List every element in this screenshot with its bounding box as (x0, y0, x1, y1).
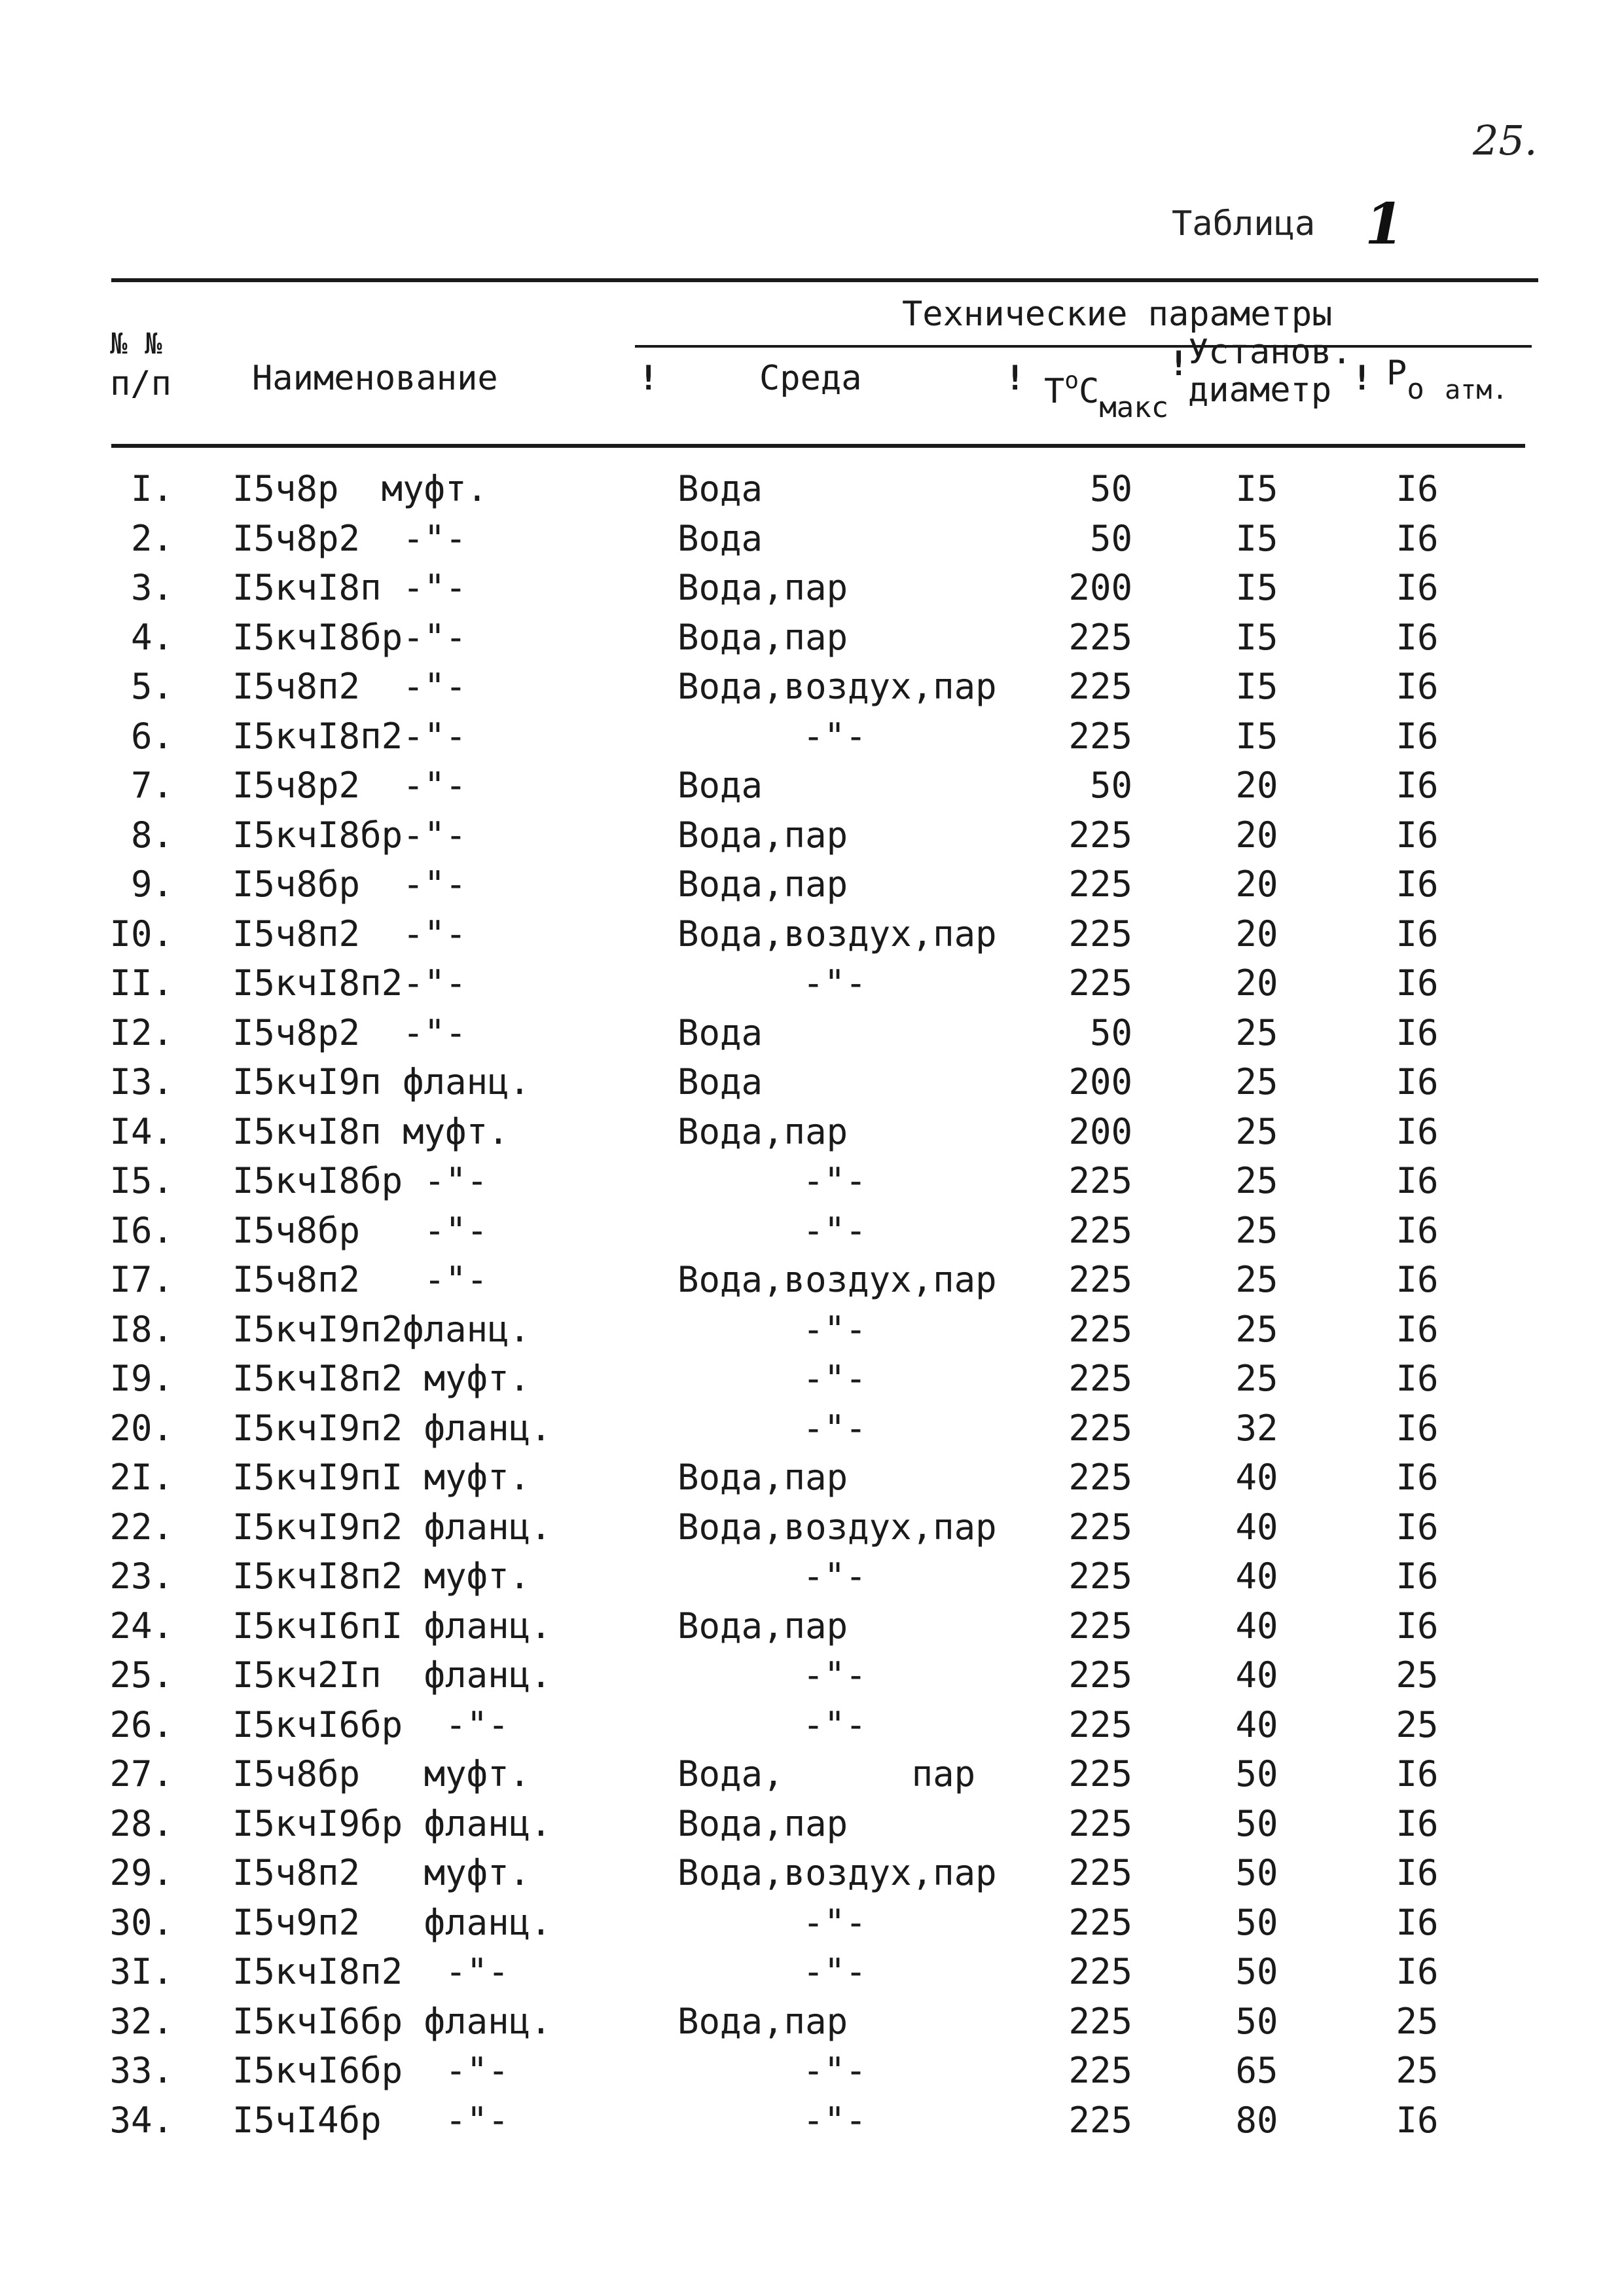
row-max-temperature: 225 (1068, 2050, 1132, 2091)
row-medium: Вода,воздух,пар (677, 1259, 997, 1300)
row-medium: -"- (803, 1308, 867, 1350)
row-name: I5ч9п2 фланц. (232, 1901, 552, 1943)
row-medium: Вода (677, 1061, 763, 1102)
table-row (0, 1012, 1624, 1062)
row-pressure: I6 (1396, 1209, 1439, 1251)
row-pressure: I6 (1396, 864, 1439, 905)
row-medium: -"- (803, 962, 867, 1004)
row-name: I5кчI6пI фланц. (232, 1605, 552, 1647)
row-nominal-diameter: 40 (1235, 1457, 1278, 1498)
row-max-temperature: 225 (1068, 1308, 1132, 1350)
row-max-temperature: 200 (1068, 1110, 1132, 1152)
row-name: I5кч2Iп фланц. (232, 1654, 552, 1696)
row-nominal-diameter: 65 (1235, 2050, 1278, 2091)
table-row (0, 1902, 1624, 1952)
row-pressure: I6 (1396, 1556, 1439, 1597)
row-number: 3. (130, 567, 173, 608)
row-nominal-diameter: 25 (1235, 1061, 1278, 1102)
row-nominal-diameter: 40 (1235, 1556, 1278, 1597)
row-nominal-diameter: 25 (1235, 1160, 1278, 1201)
row-max-temperature: 225 (1068, 666, 1132, 707)
row-max-temperature: 200 (1068, 1061, 1132, 1102)
row-pressure: I6 (1396, 1160, 1439, 1201)
row-nominal-diameter: 40 (1235, 1704, 1278, 1745)
row-pressure: I6 (1396, 1506, 1439, 1548)
table-body (0, 468, 1624, 2149)
row-medium: Вода,пар (677, 2000, 848, 2042)
row-max-temperature: 225 (1068, 1160, 1132, 1201)
row-medium: Вода (677, 468, 763, 509)
row-name: I5кчI8бр-"- (232, 814, 467, 856)
row-number: I2. (109, 1011, 173, 1053)
row-medium: Вода, пар (677, 1753, 976, 1795)
row-medium: -"- (803, 1704, 867, 1745)
row-max-temperature: 225 (1068, 1852, 1132, 1893)
row-number: 26. (109, 1704, 173, 1745)
row-nominal-diameter: 20 (1235, 913, 1278, 955)
row-medium: -"- (803, 1407, 867, 1449)
row-max-temperature: 225 (1068, 1654, 1132, 1696)
row-number: I5. (109, 1160, 173, 1201)
table-row (0, 1408, 1624, 1457)
row-nominal-diameter: 25 (1235, 1110, 1278, 1152)
table-row (0, 518, 1624, 568)
row-number: 33. (109, 2050, 173, 2091)
row-number: 2. (130, 517, 173, 559)
table-row (0, 2050, 1624, 2100)
row-name: I5кчI9п2 фланц. (232, 1407, 552, 1449)
row-pressure: I6 (1396, 567, 1439, 608)
table-caption-number: 1 (1365, 191, 1404, 257)
params-group-header: Технические параметры (902, 295, 1333, 334)
row-medium: Вода,пар (677, 1605, 848, 1647)
row-nominal-diameter: 50 (1235, 1901, 1278, 1943)
row-medium: -"- (803, 1209, 867, 1251)
row-nominal-diameter: 25 (1235, 1308, 1278, 1350)
row-nominal-diameter: 40 (1235, 1506, 1278, 1548)
table-row (0, 1704, 1624, 1754)
row-pressure: I6 (1396, 715, 1439, 757)
row-nominal-diameter: 50 (1235, 1802, 1278, 1844)
table-row (0, 1061, 1624, 1111)
table-row (0, 913, 1624, 963)
row-name: I5чI4бр -"- (232, 2099, 509, 2141)
table-row (0, 1111, 1624, 1161)
row-name: I5ч8п2 -"- (232, 1259, 488, 1300)
row-number: I3. (109, 1061, 173, 1102)
row-medium: -"- (803, 1556, 867, 1597)
row-name: I5кчI9п фланц. (232, 1061, 531, 1102)
row-name: I5кчI9бр фланц. (232, 1802, 552, 1844)
row-medium: Вода (677, 1011, 763, 1053)
row-pressure: I6 (1396, 1951, 1439, 1992)
row-nominal-diameter: I5 (1235, 715, 1278, 757)
row-pressure: I6 (1396, 666, 1439, 707)
table-row (0, 1605, 1624, 1655)
row-medium: Вода,воздух,пар (677, 1852, 997, 1893)
row-max-temperature: 225 (1068, 2099, 1132, 2141)
medium-column-header: Среда (759, 359, 862, 398)
row-pressure: I6 (1396, 1308, 1439, 1350)
row-name: I5ч8бр муфт. (232, 1753, 531, 1795)
table-row (0, 1358, 1624, 1408)
row-number: 30. (109, 1901, 173, 1943)
row-name: I5ч8р муфт. (232, 468, 488, 509)
name-column-header: Наименование (252, 359, 498, 398)
row-pressure: I6 (1396, 1407, 1439, 1449)
row-nominal-diameter: I5 (1235, 616, 1278, 658)
row-pressure: I6 (1396, 962, 1439, 1004)
row-number: 25. (109, 1654, 173, 1696)
row-name: I5кчI8п2 муфт. (232, 1556, 531, 1597)
row-number: 4. (130, 616, 173, 658)
table-row (0, 1210, 1624, 1260)
row-nominal-diameter: I5 (1235, 517, 1278, 559)
row-medium: Вода,пар (677, 567, 848, 608)
row-pressure: I6 (1396, 1802, 1439, 1844)
row-number: 2I. (109, 1457, 173, 1498)
row-medium: Вода (677, 765, 763, 806)
row-medium: -"- (803, 1951, 867, 1992)
table-top-rule (111, 278, 1538, 282)
row-medium: Вода,пар (677, 864, 848, 905)
row-nominal-diameter: 20 (1235, 814, 1278, 856)
table-row (0, 1852, 1624, 1902)
row-number: 20. (109, 1407, 173, 1449)
row-max-temperature: 225 (1068, 814, 1132, 856)
table-row (0, 2100, 1624, 2149)
table-row (0, 2001, 1624, 2050)
table-row (0, 716, 1624, 765)
row-number: 29. (109, 1852, 173, 1893)
row-pressure: I6 (1396, 2099, 1439, 2141)
row-number: 22. (109, 1506, 173, 1548)
row-max-temperature: 50 (1089, 765, 1132, 806)
row-pressure: 25 (1396, 2050, 1439, 2091)
row-max-temperature: 225 (1068, 1506, 1132, 1548)
row-number: 23. (109, 1556, 173, 1597)
row-name: I5кчI8п2-"- (232, 962, 467, 1004)
pressure-column-header: $P_o$ $_{атм.}$ (1386, 354, 1508, 406)
row-number: I9. (109, 1358, 173, 1399)
row-name: I5кчI8бр-"- (232, 616, 467, 658)
row-nominal-diameter: I5 (1235, 666, 1278, 707)
row-max-temperature: 225 (1068, 1753, 1132, 1795)
row-name: I5ч8р2 -"- (232, 765, 467, 806)
row-max-temperature: 225 (1068, 864, 1132, 905)
row-max-temperature: 225 (1068, 616, 1132, 658)
row-pressure: 25 (1396, 1654, 1439, 1696)
row-pressure: I6 (1396, 1259, 1439, 1300)
header-bottom-rule (111, 444, 1525, 448)
row-pressure: I6 (1396, 468, 1439, 509)
table-row (0, 1753, 1624, 1803)
row-max-temperature: 225 (1068, 1358, 1132, 1399)
header-separator: ! (638, 359, 659, 398)
row-pressure: I6 (1396, 1457, 1439, 1498)
params-group-rule (635, 345, 1532, 348)
row-nominal-diameter: 20 (1235, 962, 1278, 1004)
row-nominal-diameter: 20 (1235, 765, 1278, 806)
page-number: 25. (1473, 117, 1538, 164)
row-max-temperature: 225 (1068, 1457, 1132, 1498)
header-separator: ! (1168, 344, 1189, 384)
row-medium: Вода,пар (677, 1802, 848, 1844)
row-number: I4. (109, 1110, 173, 1152)
row-nominal-diameter: 25 (1235, 1011, 1278, 1053)
row-number: 27. (109, 1753, 173, 1795)
table-row (0, 567, 1624, 617)
row-pressure: I6 (1396, 1605, 1439, 1647)
table-row (0, 864, 1624, 913)
row-name: I5кчI6бр -"- (232, 2050, 509, 2091)
row-pressure: 25 (1396, 1704, 1439, 1745)
row-medium: -"- (803, 2050, 867, 2091)
row-nominal-diameter: 50 (1235, 1951, 1278, 1992)
row-name: I5ч8бр -"- (232, 1209, 488, 1251)
row-nominal-diameter: 25 (1235, 1358, 1278, 1399)
row-max-temperature: 225 (1068, 1209, 1132, 1251)
temperature-column-header: $T^oC_{макс}$ (1044, 367, 1169, 424)
row-max-temperature: 225 (1068, 1556, 1132, 1597)
row-number: I. (130, 468, 173, 509)
row-medium: -"- (803, 1901, 867, 1943)
row-max-temperature: 225 (1068, 1951, 1132, 1992)
header-separator: ! (1352, 359, 1373, 398)
row-nominal-diameter: 32 (1235, 1407, 1278, 1449)
row-max-temperature: 200 (1068, 567, 1132, 608)
row-max-temperature: 225 (1068, 715, 1132, 757)
table-row (0, 1160, 1624, 1210)
row-number: 28. (109, 1802, 173, 1844)
row-name: I5ч8р2 -"- (232, 1011, 467, 1053)
row-nominal-diameter: I5 (1235, 468, 1278, 509)
row-max-temperature: 225 (1068, 1259, 1132, 1300)
row-name: I5кчI8п2 муфт. (232, 1358, 531, 1399)
row-name: I5кчI8п2 -"- (232, 1951, 509, 1992)
row-number: 32. (109, 2000, 173, 2042)
row-medium: -"- (803, 1358, 867, 1399)
row-medium: Вода,пар (677, 1457, 848, 1498)
row-pressure: I6 (1396, 765, 1439, 806)
row-pressure: 25 (1396, 2000, 1439, 2042)
row-name: I5ч8п2 муфт. (232, 1852, 531, 1893)
row-name: I5ч8п2 -"- (232, 666, 467, 707)
row-nominal-diameter: 20 (1235, 864, 1278, 905)
row-nominal-diameter: 25 (1235, 1259, 1278, 1300)
row-name: I5кчI9пI муфт. (232, 1457, 531, 1498)
row-number: I6. (109, 1209, 173, 1251)
row-number: 24. (109, 1605, 173, 1647)
row-max-temperature: 225 (1068, 913, 1132, 955)
row-max-temperature: 50 (1089, 517, 1132, 559)
row-name: I5ч8бр -"- (232, 864, 467, 905)
row-name: I5кчI9п2 фланц. (232, 1506, 552, 1548)
table-row (0, 1556, 1624, 1605)
row-medium: Вода,воздух,пар (677, 1506, 997, 1548)
row-max-temperature: 225 (1068, 1802, 1132, 1844)
row-nominal-diameter: 40 (1235, 1605, 1278, 1647)
row-number: 34. (109, 2099, 173, 2141)
row-pressure: I6 (1396, 1110, 1439, 1152)
row-number: 7. (130, 765, 173, 806)
row-name: I5кчI6бр фланц. (232, 2000, 552, 2042)
row-pressure: I6 (1396, 814, 1439, 856)
row-medium: Вода (677, 517, 763, 559)
row-number: II. (109, 962, 173, 1004)
row-name: I5кчI8п2-"- (232, 715, 467, 757)
row-pressure: I6 (1396, 1753, 1439, 1795)
row-medium: -"- (803, 1160, 867, 1201)
row-pressure: I6 (1396, 1358, 1439, 1399)
row-pressure: I6 (1396, 913, 1439, 955)
row-name: I5ч8п2 -"- (232, 913, 467, 955)
row-number: 9. (130, 864, 173, 905)
row-medium: Вода,пар (677, 1110, 848, 1152)
row-max-temperature: 50 (1089, 468, 1132, 509)
row-nominal-diameter: I5 (1235, 567, 1278, 608)
table-row (0, 1951, 1624, 2001)
row-nominal-diameter: 25 (1235, 1209, 1278, 1251)
row-name: I5кчI8п муфт. (232, 1110, 509, 1152)
table-row (0, 1259, 1624, 1309)
header-separator: ! (1005, 359, 1026, 398)
row-medium: -"- (803, 1654, 867, 1696)
table-row (0, 617, 1624, 666)
row-number: 3I. (109, 1951, 173, 1992)
row-medium: Вода,пар (677, 814, 848, 856)
row-medium: Вода,воздух,пар (677, 913, 997, 955)
table-row (0, 1803, 1624, 1853)
row-name: I5кчI6бр -"- (232, 1704, 509, 1745)
row-pressure: I6 (1396, 1901, 1439, 1943)
row-nominal-diameter: 50 (1235, 1753, 1278, 1795)
row-nominal-diameter: 50 (1235, 2000, 1278, 2042)
row-max-temperature: 50 (1089, 1011, 1132, 1053)
row-name: I5кчI8п -"- (232, 567, 467, 608)
row-medium: -"- (803, 2099, 867, 2141)
row-name: I5кчI8бр -"- (232, 1160, 488, 1201)
table-row (0, 666, 1624, 716)
row-number: 5. (130, 666, 173, 707)
table-row (0, 765, 1624, 814)
table-row (0, 1654, 1624, 1704)
row-pressure: I6 (1396, 1011, 1439, 1053)
row-medium: Вода,воздух,пар (677, 666, 997, 707)
table-row (0, 468, 1624, 518)
row-name: I5кчI9п2фланц. (232, 1308, 531, 1350)
table-row (0, 962, 1624, 1012)
row-pressure: I6 (1396, 1061, 1439, 1102)
row-pressure: I6 (1396, 1852, 1439, 1893)
row-medium: -"- (803, 715, 867, 757)
row-name: I5ч8р2 -"- (232, 517, 467, 559)
table-row (0, 1457, 1624, 1506)
row-max-temperature: 225 (1068, 1704, 1132, 1745)
row-max-temperature: 225 (1068, 1605, 1132, 1647)
row-max-temperature: 225 (1068, 1407, 1132, 1449)
row-pressure: I6 (1396, 517, 1439, 559)
row-number: I8. (109, 1308, 173, 1350)
row-medium: Вода,пар (677, 616, 848, 658)
table-row (0, 1309, 1624, 1358)
table-row (0, 814, 1624, 864)
row-max-temperature: 225 (1068, 2000, 1132, 2042)
row-number: I7. (109, 1259, 173, 1300)
row-number: I0. (109, 913, 173, 955)
row-pressure: I6 (1396, 616, 1439, 658)
row-max-temperature: 225 (1068, 1901, 1132, 1943)
table-caption-label: Таблица (1172, 204, 1316, 244)
row-nominal-diameter: 40 (1235, 1654, 1278, 1696)
row-number: 8. (130, 814, 173, 856)
row-number: 6. (130, 715, 173, 757)
row-nominal-diameter: 50 (1235, 1852, 1278, 1893)
table-row (0, 1506, 1624, 1556)
row-max-temperature: 225 (1068, 962, 1132, 1004)
row-nominal-diameter: 80 (1235, 2099, 1278, 2141)
